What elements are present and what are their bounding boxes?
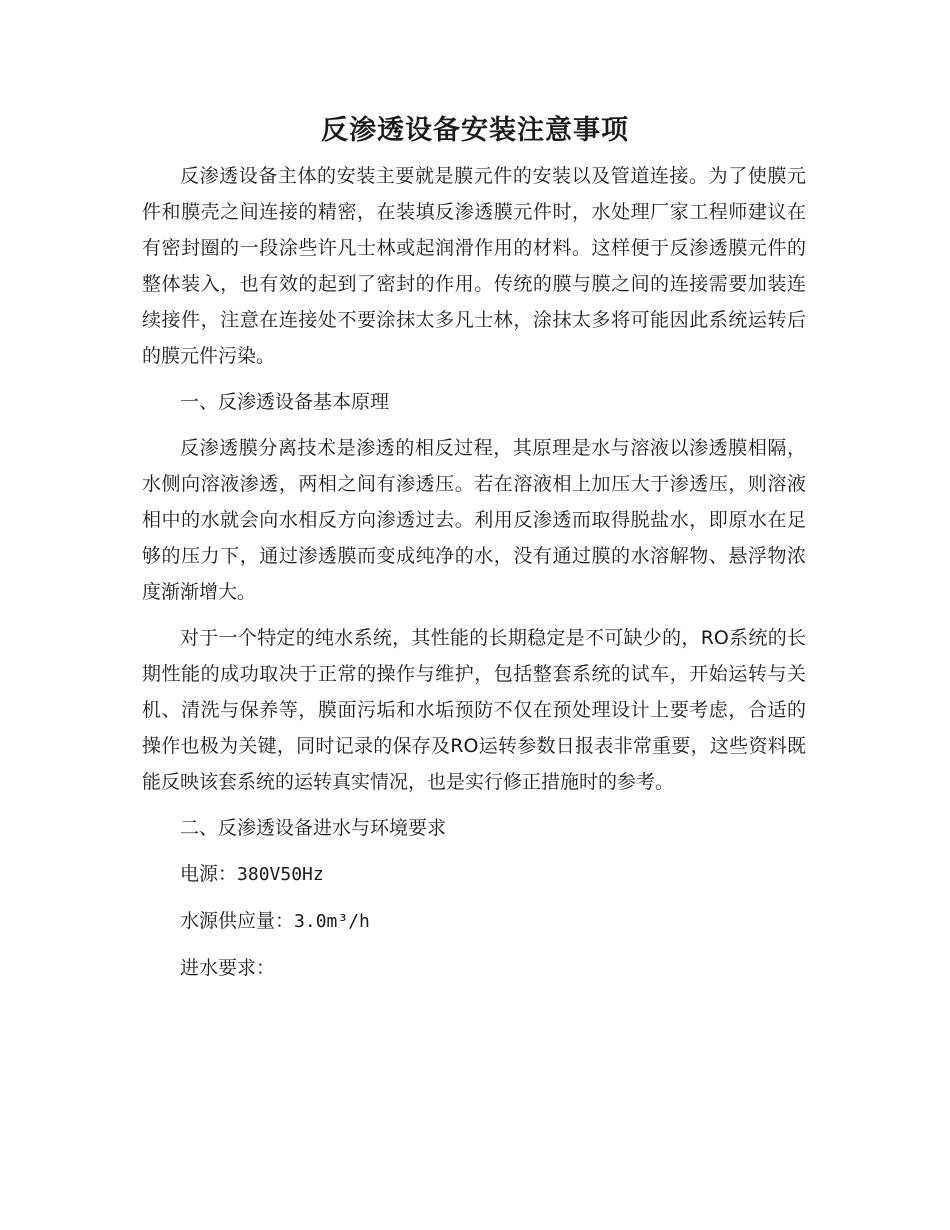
maintenance-paragraph: 对于一个特定的纯水系统，其性能的长期稳定是不可缺少的，RO系统的长期性能的成功取决于正常的操作与维护，包括整套系统的试车，开始运转与关机、清洗与保养等，膜面污垢和水垢预防不仅在预处理设计上要考虑，合适的操作也极为关键，同时记录的保存及RO运转参数日报表非常重要，这些资料既能反映该套系统的运转真实情况，也是实行修正措施时的参考。 — [142, 627, 806, 793]
water-supply-value: 3.0m³/h — [294, 911, 370, 932]
principle-paragraph: 反渗透膜分离技术是渗透的相反过程，其原理是水与溶液以渗透膜相隔，水侧向溶液渗透，两相之间有渗透压。若在溶液相上加压大于渗透压，则溶液相中的水就会向水相反方向渗透过去。利用反渗透而取得脱盐水，即原水在足够的压力下，通过渗透膜而变成纯净的水，没有通过膜的水溶解物、悬浮物浓度渐渐增大。 — [142, 437, 806, 603]
section-heading-principle: 一、反渗透设备基本原理 — [180, 391, 390, 413]
water-supply-spec — [142, 903, 806, 940]
water-supply-label: 水源供应量： — [180, 910, 295, 932]
power-spec — [142, 856, 806, 893]
section-heading-requirements: 二、反渗透设备进水与环境要求 — [180, 817, 447, 839]
document-body — [142, 158, 806, 996]
power-value: 380V50Hz — [237, 864, 324, 885]
power-label: 电源： — [180, 863, 238, 885]
inlet-requirement-label: 进水要求： — [180, 957, 276, 979]
intro-paragraph: 反渗透设备主体的安装主要就是膜元件的安装以及管道连接。为了使膜元件和膜壳之间连接的精密，在装填反渗透膜元件时，水处理厂家工程师建议在有密封圈的一段涂些许凡士林或起润滑作用的材料。这样便于反渗透膜元件的整体装入，也有效的起到了密封的作用。传统的膜与膜之间的连接需要加装连续接件，注意在连接处不要涂抹太多凡士林，涂抹太多将可能因此系统运转后的膜元件污染。 — [142, 165, 806, 367]
document-title: 反渗透设备安装注意事项 — [321, 115, 629, 146]
